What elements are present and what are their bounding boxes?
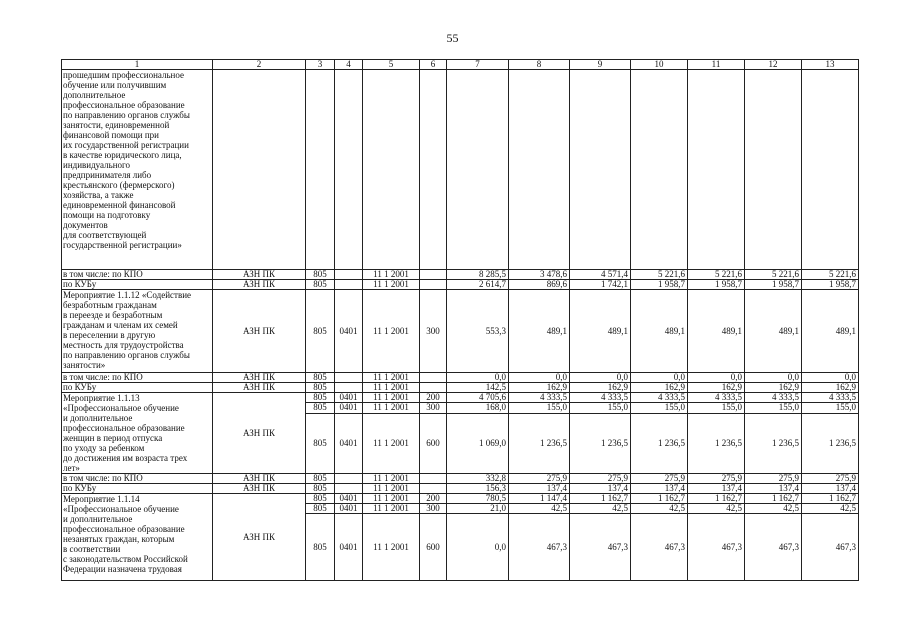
value-cell: 155,0 [802,403,859,413]
executor-cell: АЗН ПК [213,290,306,373]
value-cell: 3 478,6 [509,270,570,280]
table-row [62,270,859,280]
value-cell: 600 [420,514,447,581]
value-cell: 162,9 [570,383,631,393]
row-name: по КУБу [62,383,213,393]
value-cell: 11 1 2001 [363,290,420,373]
value-cell: 155,0 [688,403,745,413]
value-cell: 1 162,7 [570,494,631,504]
executor-cell: АЗН ПК [213,383,306,393]
executor-cell: АЗН ПК [213,373,306,383]
value-cell [335,280,363,290]
value-cell: 4 333,5 [802,393,859,403]
value-cell: 805 [306,393,335,403]
value-cell: 467,3 [631,514,688,581]
value-cell [420,70,447,270]
value-cell: 5 221,6 [631,270,688,280]
value-cell: 4 333,5 [509,393,570,403]
row-name: в том числе: по КПО [62,270,213,280]
value-cell: 5 221,6 [802,270,859,280]
value-cell [509,70,570,270]
value-cell: 42,5 [745,504,802,514]
value-cell: 137,4 [509,484,570,494]
value-cell: 162,9 [509,383,570,393]
value-cell: 11 1 2001 [363,474,420,484]
value-cell: 805 [306,270,335,280]
value-cell: 200 [420,494,447,504]
value-cell: 805 [306,280,335,290]
executor-cell: АЗН ПК [213,270,306,280]
value-cell: 275,9 [631,474,688,484]
value-cell: 4 333,5 [631,393,688,403]
value-cell: 869,6 [509,280,570,290]
value-cell: 1 162,7 [802,494,859,504]
value-cell [420,270,447,280]
value-cell: 1 236,5 [688,413,745,474]
value-cell: 11 1 2001 [363,494,420,504]
value-cell: 553,3 [447,290,509,373]
value-cell: 1 958,7 [745,280,802,290]
header-cell: 3 [306,60,335,70]
value-cell: 1 162,7 [631,494,688,504]
value-cell: 1 742,1 [570,280,631,290]
value-cell: 162,9 [745,383,802,393]
value-cell: 137,4 [570,484,631,494]
executor-cell: АЗН ПК [213,484,306,494]
value-cell [335,474,363,484]
value-cell: 300 [420,504,447,514]
value-cell: 300 [420,403,447,413]
header-cell: 5 [363,60,420,70]
value-cell: 42,5 [631,504,688,514]
table-row [62,290,859,373]
value-cell: 0401 [335,403,363,413]
header-cell: 2 [213,60,306,70]
value-cell: 2 614,7 [447,280,509,290]
value-cell: 0,0 [802,373,859,383]
value-cell: 11 1 2001 [363,270,420,280]
value-cell: 11 1 2001 [363,484,420,494]
value-cell: 467,3 [688,514,745,581]
executor-cell: АЗН ПК [213,280,306,290]
value-cell: 805 [306,504,335,514]
value-cell: 467,3 [745,514,802,581]
value-cell: 1 162,7 [745,494,802,504]
value-cell: 162,9 [688,383,745,393]
value-cell: 0,0 [447,514,509,581]
value-cell: 5 221,6 [688,270,745,280]
header-cell: 9 [570,60,631,70]
value-cell: 275,9 [570,474,631,484]
value-cell: 467,3 [570,514,631,581]
value-cell [802,70,859,270]
value-cell [335,383,363,393]
page-number: 55 [446,31,459,45]
value-cell: 275,9 [745,474,802,484]
value-cell [335,70,363,270]
header-cell: 8 [509,60,570,70]
value-cell: 4 333,5 [570,393,631,403]
value-cell: 1 958,7 [802,280,859,290]
value-cell: 1 236,5 [802,413,859,474]
row-name: Мероприятие 1.1.13 «Профессиональное обучение и дополнительное профессиональное образование женщин в период отпуска по уходу за ребенком до достижения им возраста трех лет» [62,393,213,474]
header-cell: 11 [688,60,745,70]
value-cell: 805 [306,290,335,373]
value-cell: 8 285,5 [447,270,509,280]
value-cell: 162,9 [802,383,859,393]
value-cell: 1 162,7 [688,494,745,504]
value-cell: 0,0 [509,373,570,383]
table-row [62,70,859,270]
value-cell: 805 [306,484,335,494]
value-cell [631,70,688,270]
row-name: в том числе: по КПО [62,373,213,383]
value-cell: 11 1 2001 [363,393,420,403]
table-row [62,494,859,504]
value-cell: 275,9 [802,474,859,484]
value-cell: 11 1 2001 [363,514,420,581]
row-name: Мероприятие 1.1.12 «Содействие безработным гражданам в переезде и безработным гражданам и членам их семей в переселении в другую местность для трудоустройства по направлению органов службы занятости» [62,290,213,373]
value-cell: 805 [306,403,335,413]
value-cell: 275,9 [688,474,745,484]
value-cell: 0401 [335,290,363,373]
value-cell [570,70,631,270]
table-row [62,393,859,403]
value-cell: 156,3 [447,484,509,494]
value-cell: 805 [306,474,335,484]
value-cell: 21,0 [447,504,509,514]
value-cell [447,70,509,270]
value-cell: 4 571,4 [570,270,631,280]
value-cell: 0,0 [570,373,631,383]
value-cell: 11 1 2001 [363,383,420,393]
value-cell [335,373,363,383]
header-cell: 7 [447,60,509,70]
value-cell: 137,4 [802,484,859,494]
value-cell: 155,0 [745,403,802,413]
budget-table [61,59,859,581]
value-cell: 4 333,5 [688,393,745,403]
row-name: по КУБу [62,484,213,494]
value-cell: 467,3 [802,514,859,581]
table-row [62,484,859,494]
value-cell [306,70,335,270]
value-cell: 11 1 2001 [363,373,420,383]
page-bottom-margin [0,594,905,640]
value-cell: 0,0 [631,373,688,383]
value-cell: 42,5 [509,504,570,514]
table-row [62,280,859,290]
row-name: в том числе: по КПО [62,474,213,484]
value-cell: 805 [306,373,335,383]
value-cell: 600 [420,413,447,474]
value-cell: 11 1 2001 [363,504,420,514]
value-cell: 275,9 [509,474,570,484]
value-cell: 1 958,7 [688,280,745,290]
executor-cell: АЗН ПК [213,393,306,474]
value-cell: 11 1 2001 [363,403,420,413]
value-cell: 300 [420,290,447,373]
value-cell: 0401 [335,504,363,514]
header-row [62,60,859,70]
value-cell [420,280,447,290]
value-cell: 489,1 [570,290,631,373]
row-name: прошедшим профессиональное обучение или получившим дополнительное профессиональное образование по направлению органов службы занятости, единовременной финансовой помощи при их государственной регистрации в качестве юридического лица, индивидуального предпринимателя либо крестьянского (фермерского) хозяйства, а также единовременной финансовой помощи на подготовку документов для соответствующей государственной регистрации» [62,70,213,270]
value-cell: 137,4 [631,484,688,494]
value-cell: 0,0 [745,373,802,383]
table-row [62,474,859,484]
header-cell: 13 [802,60,859,70]
value-cell: 42,5 [688,504,745,514]
value-cell: 11 1 2001 [363,280,420,290]
value-cell: 162,9 [631,383,688,393]
value-cell: 1 236,5 [631,413,688,474]
value-cell [335,270,363,280]
value-cell: 489,1 [688,290,745,373]
value-cell: 805 [306,413,335,474]
executor-cell: АЗН ПК [213,494,306,581]
value-cell: 0401 [335,514,363,581]
value-cell: 805 [306,514,335,581]
row-name: Мероприятие 1.1.14 «Профессиональное обучение и дополнительное профессиональное образование незанятых граждан, которым в соответствии с законодательством Российской Федерации назначена трудовая [62,494,213,581]
value-cell [335,484,363,494]
value-cell: 467,3 [509,514,570,581]
value-cell [688,70,745,270]
table-row [62,383,859,393]
value-cell: 1 236,5 [570,413,631,474]
value-cell: 168,0 [447,403,509,413]
value-cell: 11 1 2001 [363,413,420,474]
value-cell: 4 333,5 [745,393,802,403]
value-cell: 780,5 [447,494,509,504]
value-cell: 0,0 [688,373,745,383]
value-cell: 0,0 [447,373,509,383]
value-cell: 137,4 [745,484,802,494]
value-cell: 155,0 [509,403,570,413]
value-cell [363,70,420,270]
value-cell [745,70,802,270]
value-cell: 142,5 [447,383,509,393]
value-cell: 0401 [335,413,363,474]
header-cell: 6 [420,60,447,70]
value-cell: 805 [306,494,335,504]
value-cell [420,474,447,484]
table-row [62,373,859,383]
value-cell: 805 [306,383,335,393]
executor-cell: АЗН ПК [213,474,306,484]
value-cell: 137,4 [688,484,745,494]
value-cell: 1 236,5 [745,413,802,474]
value-cell: 0401 [335,494,363,504]
header-cell: 12 [745,60,802,70]
value-cell [420,373,447,383]
value-cell: 155,0 [631,403,688,413]
row-name: по КУБу [62,280,213,290]
value-cell: 489,1 [802,290,859,373]
value-cell [420,484,447,494]
value-cell: 489,1 [745,290,802,373]
value-cell: 5 221,6 [745,270,802,280]
value-cell [420,383,447,393]
value-cell: 332,8 [447,474,509,484]
value-cell: 1 069,0 [447,413,509,474]
value-cell: 0401 [335,393,363,403]
value-cell: 155,0 [570,403,631,413]
value-cell: 4 705,6 [447,393,509,403]
value-cell: 1 958,7 [631,280,688,290]
value-cell: 42,5 [570,504,631,514]
header-cell: 1 [62,60,213,70]
executor-cell [213,70,306,270]
value-cell: 489,1 [509,290,570,373]
header-cell: 4 [335,60,363,70]
header-cell: 10 [631,60,688,70]
value-cell: 200 [420,393,447,403]
value-cell: 1 236,5 [509,413,570,474]
value-cell: 1 147,4 [509,494,570,504]
value-cell: 42,5 [802,504,859,514]
value-cell: 489,1 [631,290,688,373]
